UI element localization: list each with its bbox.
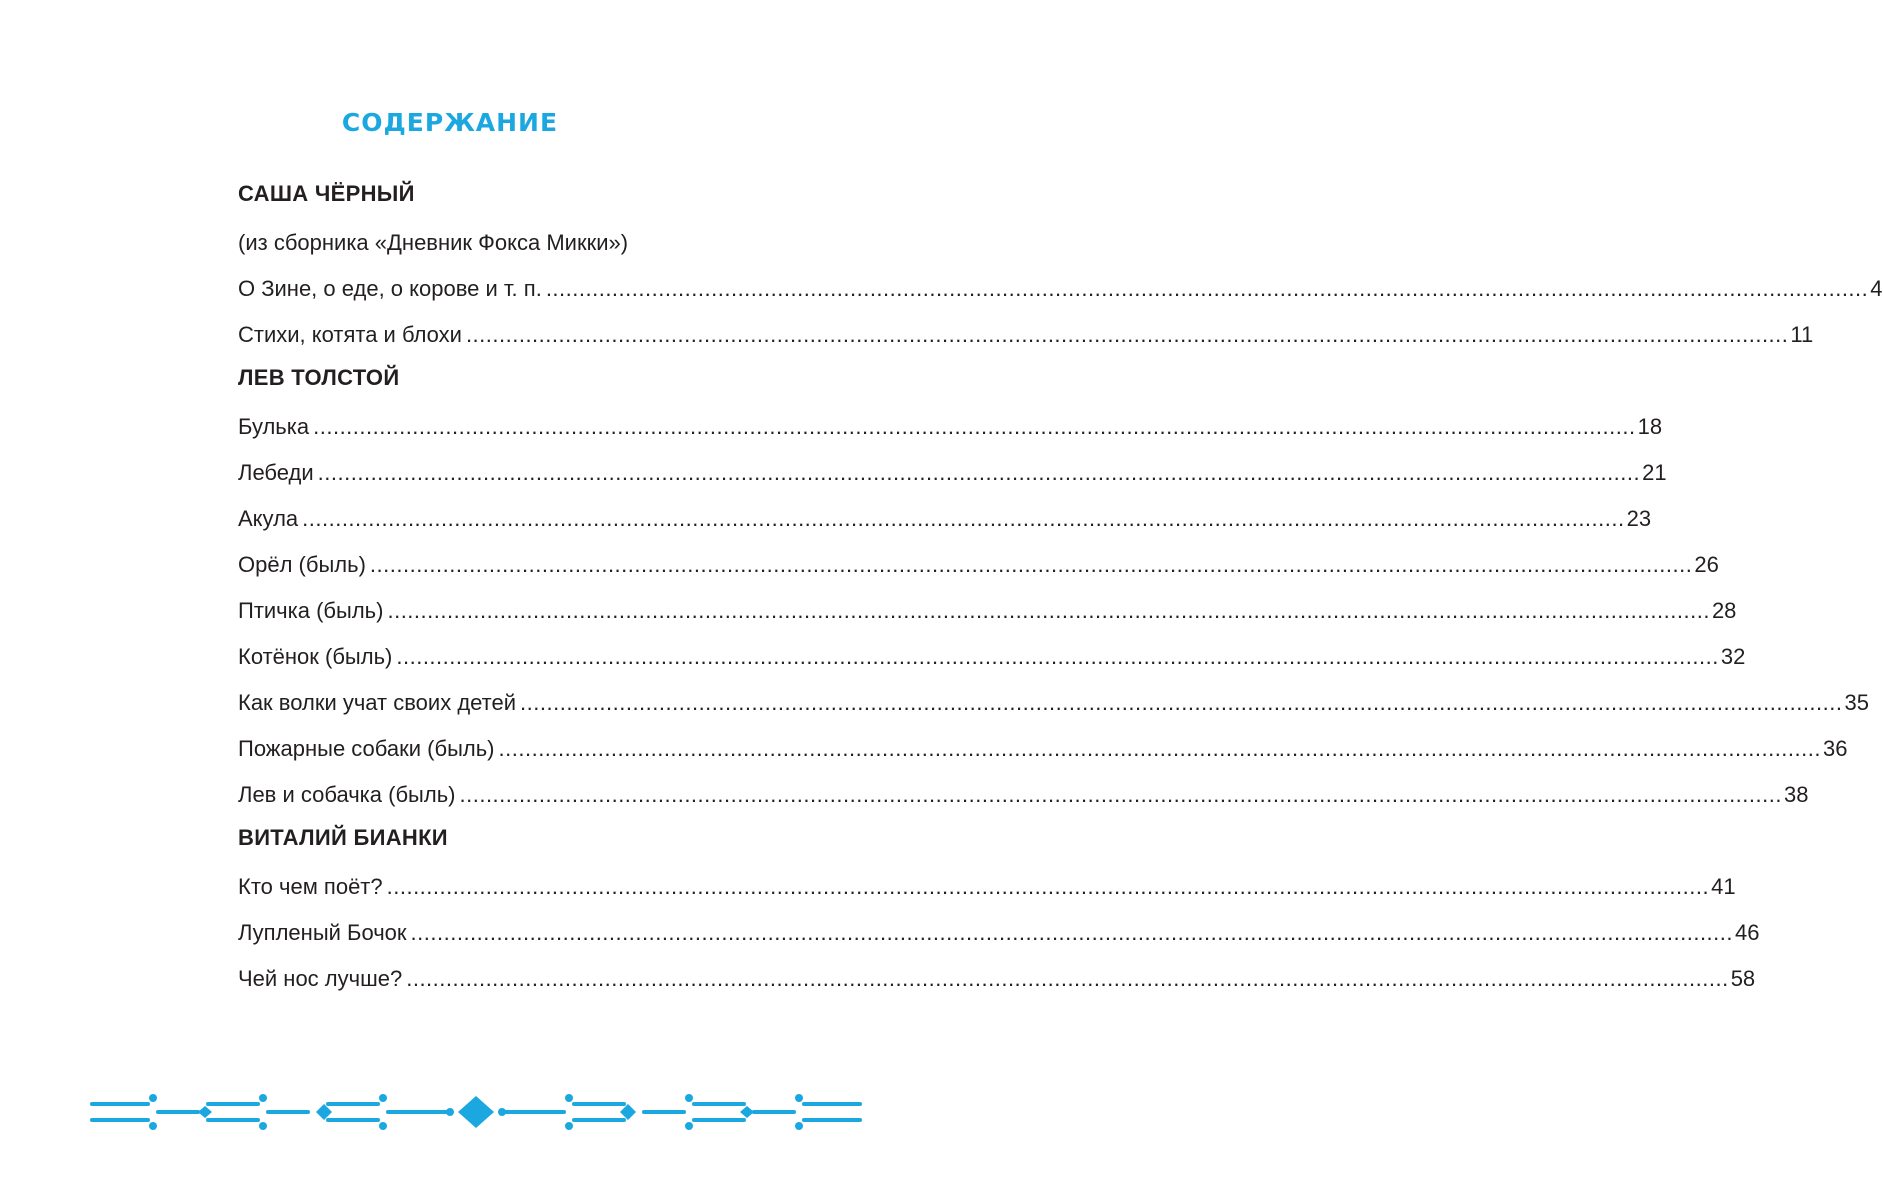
dot-leader: ........................................................................................................................................................................................................ bbox=[317, 460, 1641, 485]
entry-title: Орёл (быль) bbox=[238, 552, 366, 577]
toc-entry[interactable] bbox=[238, 588, 1737, 634]
author-heading: ВИТАЛИЙ БИАНКИ bbox=[238, 825, 448, 850]
toc-entry[interactable] bbox=[238, 910, 1760, 956]
toc-entry[interactable] bbox=[238, 680, 1869, 726]
entry-title: Чей нос лучше? bbox=[238, 966, 403, 991]
toc-entry[interactable] bbox=[238, 266, 1883, 312]
entry-page: 41 bbox=[1711, 874, 1736, 899]
dot-leader: ........................................................................................................................................................................................................ bbox=[498, 736, 1821, 761]
dot-leader: ........................................................................................................................................................................................................ bbox=[369, 552, 1693, 577]
entry-title: Стихи, котята и блохи bbox=[238, 322, 462, 347]
entry-title: Булька bbox=[238, 414, 310, 439]
entry-title: О Зине, о еде, о корове и т. п. bbox=[238, 276, 542, 301]
toc-entry[interactable] bbox=[238, 404, 1663, 450]
dot-leader: ........................................................................................................................................................................................................ bbox=[313, 414, 1636, 439]
author-heading: ЛЕВ ТОЛСТОЙ bbox=[238, 365, 400, 390]
entry-page: 23 bbox=[1626, 506, 1652, 531]
decorative-border-ornament bbox=[88, 1090, 864, 1134]
entry-page: 32 bbox=[1720, 644, 1746, 669]
toc-entry[interactable] bbox=[238, 864, 1736, 910]
entry-page: 28 bbox=[1711, 598, 1737, 623]
dot-leader: ........................................................................................................................................................................................................ bbox=[386, 874, 1710, 899]
entry-title: Пожарные собаки (быль) bbox=[238, 736, 495, 761]
entry-title: Акула bbox=[238, 506, 299, 531]
page-title: СОДЕРЖАНИЕ bbox=[341, 108, 559, 137]
author-heading: САША ЧЁРНЫЙ bbox=[238, 181, 415, 206]
dot-leader: ........................................................................................................................................................................................................ bbox=[465, 322, 1789, 347]
toc-entry[interactable] bbox=[238, 312, 1814, 358]
dot-leader: ........................................................................................................................................................................................................ bbox=[545, 276, 1869, 301]
dot-leader: ........................................................................................................................................................................................................ bbox=[406, 966, 1729, 991]
toc-entry[interactable] bbox=[238, 956, 1756, 1002]
entry-page: 58 bbox=[1730, 966, 1756, 991]
entry-title: Птичка (быль) bbox=[238, 598, 384, 623]
entry-title: Как волки учат своих детей bbox=[238, 690, 517, 715]
entry-page: 35 bbox=[1844, 690, 1869, 715]
toc-entry[interactable] bbox=[238, 496, 1652, 542]
entry-title: Лупленый Бочок bbox=[238, 920, 407, 945]
entry-page: 11 bbox=[1790, 322, 1814, 347]
entry-page: 36 bbox=[1822, 736, 1848, 761]
entry-page: 21 bbox=[1642, 460, 1667, 485]
dot-leader: ........................................................................................................................................................................................................ bbox=[410, 920, 1734, 945]
toc-entry[interactable] bbox=[238, 450, 1667, 496]
entry-page: 4 bbox=[1870, 276, 1883, 301]
dot-leader: ........................................................................................................................................................................................................ bbox=[459, 782, 1782, 807]
entry-title: Кто чем поёт? bbox=[238, 874, 383, 899]
dot-leader: ........................................................................................................................................................................................................ bbox=[396, 644, 1719, 669]
table-of-contents bbox=[238, 174, 1883, 1002]
entry-title: Лебеди bbox=[238, 460, 314, 485]
dot-leader: ........................................................................................................................................................................................................ bbox=[302, 506, 1625, 531]
entry-page: 46 bbox=[1735, 920, 1760, 945]
toc-entry[interactable] bbox=[238, 772, 1809, 818]
entry-page: 26 bbox=[1694, 552, 1719, 577]
dot-leader: ........................................................................................................................................................................................................ bbox=[520, 690, 1843, 715]
collection-subtitle: (из сборника «Дневник Фокса Микки») bbox=[238, 230, 629, 255]
entry-page: 38 bbox=[1783, 782, 1809, 807]
entry-page: 18 bbox=[1637, 414, 1663, 439]
toc-entry[interactable] bbox=[238, 542, 1719, 588]
dot-leader: ........................................................................................................................................................................................................ bbox=[387, 598, 1710, 623]
toc-entry[interactable] bbox=[238, 634, 1746, 680]
entry-title: Лев и собачка (быль) bbox=[238, 782, 456, 807]
entry-title: Котёнок (быль) bbox=[238, 644, 393, 669]
toc-entry[interactable] bbox=[238, 726, 1848, 772]
